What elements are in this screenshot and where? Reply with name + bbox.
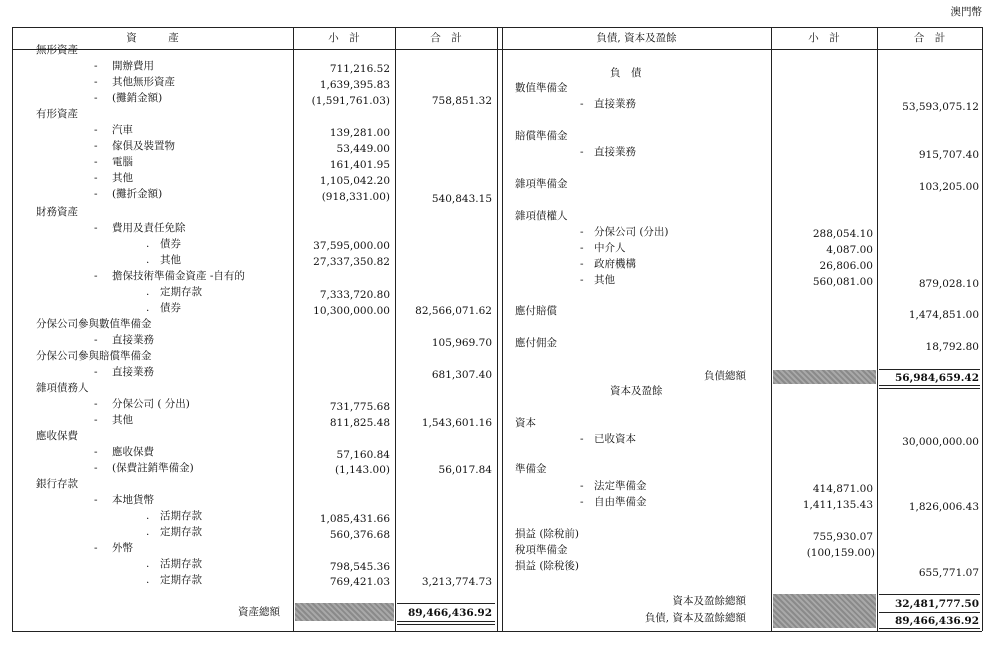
bullet: - [94,366,98,378]
row-subtotal: 27,337,350.82 [313,256,390,268]
row-subtotal: (918,331.00) [321,191,390,203]
row-total: 82,566,071.62 [415,305,492,317]
row-label: (攤折金額) [112,188,163,200]
row-label: 傢俱及裝置物 [112,140,175,152]
row-subtotal: 37,595,000.00 [313,240,390,252]
section-title-misc-reserve: 雜項準備金 [515,178,568,190]
row-label: 已收資本 [594,433,636,445]
bullet: - [94,398,98,410]
bullet: - [580,274,584,286]
row-label: 開辦費用 [112,60,154,72]
row-label: (攤銷金額) [112,92,163,104]
section-title-claims-reserve: 賠償準備金 [515,130,568,142]
liabilities-total-value: 56,984,659.42 [894,372,979,384]
bullet: - [580,496,584,508]
row-label: 其他 [160,254,181,266]
row-total: 540,843.15 [431,193,492,205]
bullet: - [580,258,584,270]
section-title-reins-mathematical: 分保公司參與數值準備金 [36,318,152,330]
row-subtotal: 1,411,135.43 [802,499,873,511]
row-total: 681,307.40 [431,369,492,381]
bullet: - [94,188,98,200]
col-divider-7 [877,27,878,631]
bullet: - [94,60,98,72]
bullet: - [580,226,584,238]
total-double-rule [879,628,980,629]
row-total: 915,707.40 [918,149,979,161]
row-label: 分保公司 ( 分出) [112,398,190,410]
row-subtotal: 7,333,720.80 [319,289,390,301]
bullet: - [94,446,98,458]
row-label: 其他無形資產 [112,76,175,88]
row-subtotal: 10,300,000.00 [313,305,390,317]
row-label: (保費註銷準備金) [112,462,194,474]
row-label: 債券 [160,238,181,250]
section-title-reins-claims: 分保公司參與賠償準備金 [36,350,152,362]
section-title-premiums: 應收保費 [36,430,78,442]
bullet: . [146,574,150,586]
row-total: 3,213,774.73 [421,576,492,588]
equity-heading: 資本及盈餘 [610,385,663,397]
section-title-intangible: 無形資產 [36,44,78,56]
profit-after-tax-value: 655,771.07 [918,567,979,579]
equity-total-label: 資本及盈餘總額 [672,595,746,607]
row-subtotal: 4,087.00 [826,244,873,256]
row-subtotal: 731,775.68 [329,401,390,413]
total-double-rule [879,385,980,386]
total-rule [397,603,495,604]
row-total: 1,474,851.00 [908,309,979,321]
bullet: . [146,238,150,250]
bullet: - [580,146,584,158]
row-label: 活期存款 [160,558,202,570]
row-label: 直接業務 [112,334,154,346]
section-title-commissions-payable: 應付佣金 [515,337,557,349]
profit-after-tax-label: 損益 (除稅後) [515,560,580,572]
table-bottom-border [12,631,982,632]
section-title-capital: 資本 [515,417,536,429]
row-label: 汽車 [112,124,133,136]
total-double-rule [397,624,495,625]
profit-before-tax-value: 755,930.07 [812,531,873,543]
row-subtotal: (1,143.00) [335,464,390,476]
row-subtotal: 711,216.52 [329,63,390,75]
section-title-financial: 財務資產 [36,206,78,218]
row-subtotal: 139,281.00 [329,127,390,139]
row-label: 活期存款 [160,510,202,522]
shaded-cell [295,603,394,621]
row-label: 電腦 [112,156,133,168]
row-label: 直接業務 [594,146,636,158]
bullet: . [146,558,150,570]
bullet: - [94,124,98,136]
row-label: 分保公司 (分出) [594,226,669,238]
bullet: - [580,480,584,492]
bullet: . [146,302,150,314]
row-total: 1,826,006.43 [908,501,979,513]
row-subtotal: 798,545.36 [329,561,390,573]
shaded-cell [773,594,876,628]
tax-reserve-label: 稅項準備金 [515,544,568,556]
section-title-creditors: 雜項債權人 [515,210,568,222]
row-label: 擔保技術準備金資產 -自有的 [112,270,245,282]
col-divider-4 [497,27,498,631]
bullet: - [94,222,98,234]
tax-reserve-value: (100,159.00) [806,547,875,559]
bullet: . [146,526,150,538]
assets-total-value: 89,466,436.92 [407,607,492,619]
liabilities-total-label: 負債總額 [704,370,746,382]
total-rule [879,594,980,595]
row-total: 758,851.32 [431,95,492,107]
row-label: 自由準備金 [594,496,647,508]
row-total: 30,000,000.00 [902,436,979,448]
bullet: - [580,242,584,254]
row-subtotal: 560,376.68 [329,529,390,541]
row-label: 費用及責任免除 [112,222,186,234]
row-subtotal: 811,825.48 [329,417,390,429]
row-subtotal: 57,160.84 [336,449,390,461]
grand-total-label: 負債, 資本及盈餘總額 [644,612,746,624]
row-subtotal: 161,401.95 [329,159,390,171]
bullet: - [94,542,98,554]
row-label: 其他 [112,414,133,426]
section-title-claims-payable: 應付賠償 [515,305,557,317]
row-label: 直接業務 [112,366,154,378]
bullet: - [94,92,98,104]
row-total: 53,593,075.12 [902,101,979,113]
total-double-rule [397,621,495,622]
bullet: - [94,334,98,346]
row-total: 18,792.80 [925,341,979,353]
row-label: 政府機構 [594,258,636,270]
currency-label: 澳門幣 [950,6,982,18]
section-title-bank: 銀行存款 [36,478,78,490]
section-title-tangible: 有形資產 [36,108,78,120]
row-subtotal: 560,081.00 [812,276,873,288]
header-liabilities: 負債, 資本及盈餘 [596,32,677,44]
assets-total-label: 資產總額 [238,606,280,618]
bullet: - [94,140,98,152]
row-subtotal: 1,085,431.66 [319,513,390,525]
liabilities-heading: 負 債 [610,67,642,79]
row-label: 其他 [112,172,133,184]
row-subtotal: 769,421.03 [329,576,390,588]
row-subtotal: 26,806.00 [819,260,873,272]
row-label: 定期存款 [160,526,202,538]
col-divider-5 [502,27,503,631]
bullet: . [146,286,150,298]
bullet: - [94,414,98,426]
header-subtotal-left: 小 計 [328,32,360,44]
row-subtotal: 53,449.00 [336,143,390,155]
row-label: 外幣 [112,542,133,554]
header-subtotal-right: 小 計 [808,32,840,44]
bullet: - [94,156,98,168]
row-label: 其他 [594,274,615,286]
bullet: - [94,270,98,282]
bullet: . [146,254,150,266]
bullet: - [580,433,584,445]
section-title-debtors: 雜項債務人 [36,382,89,394]
equity-total-value: 32,481,777.50 [894,598,979,610]
row-label: 本地貨幣 [112,494,154,506]
bullet: - [94,76,98,88]
shaded-cell [773,370,876,384]
row-label: 債券 [160,302,181,314]
row-label: 應收保費 [112,446,154,458]
bullet: . [146,510,150,522]
header-assets: 資 產 [126,32,179,44]
total-rule [879,369,980,370]
row-label: 定期存款 [160,574,202,586]
row-subtotal: 1,105,042.20 [319,175,390,187]
row-subtotal: 1,639,395.83 [319,79,390,91]
row-subtotal: 288,054.10 [812,228,873,240]
row-total: 56,017.84 [438,464,492,476]
section-title-mathematical-reserve: 數值準備金 [515,82,568,94]
row-label: 定期存款 [160,286,202,298]
section-title-reserves: 準備金 [515,463,547,475]
col-divider-1 [12,27,13,631]
row-subtotal: 414,871.00 [812,483,873,495]
bullet: - [94,172,98,184]
row-label: 法定準備金 [594,480,647,492]
bullet: - [94,462,98,474]
grand-total-value: 89,466,436.92 [894,615,979,627]
row-label: 中介人 [594,242,626,254]
bullet: - [94,494,98,506]
row-subtotal: (1,591,761.03) [311,95,390,107]
row-label: 直接業務 [594,98,636,110]
col-divider-3 [395,27,396,631]
col-divider-8 [982,27,983,631]
total-rule [879,612,980,613]
row-total: 879,028.10 [918,278,979,290]
profit-before-tax-label: 損益 (除稅前) [515,528,580,540]
total-double-rule [879,388,980,389]
header-total-right: 合 計 [913,32,946,44]
header-total-left: 合 計 [430,32,462,44]
row-total: 1,543,601.16 [421,417,492,429]
row-total: 103,205.00 [918,181,979,193]
bullet: - [580,98,584,110]
row-total: 105,969.70 [431,337,492,349]
